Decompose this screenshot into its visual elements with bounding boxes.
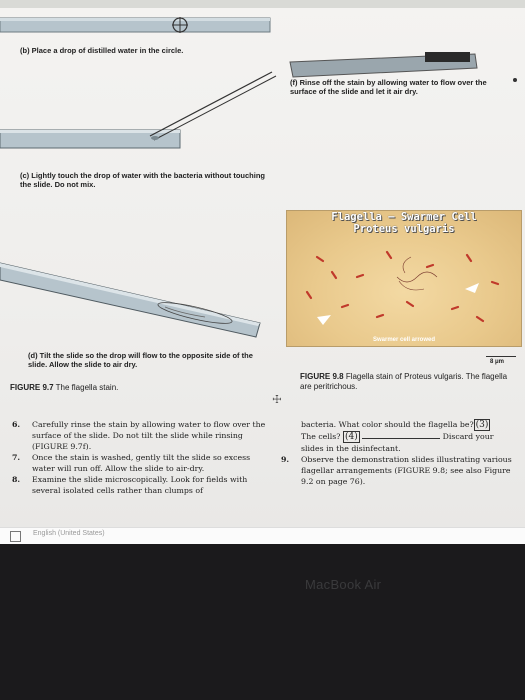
bacteria-cells	[287, 237, 521, 332]
figure-9-8-title: Flagella stain of Proteus vulgaris. The flagella are peritrichous.	[300, 372, 508, 391]
laptop-brand-label: MacBook Air	[305, 577, 382, 592]
answer-box-4: (4)	[344, 432, 358, 442]
language-indicator[interactable]: English (United States)	[33, 530, 105, 537]
figure-9-7-label: FIGURE 9.7	[10, 383, 54, 392]
answer-box-3: (3)	[475, 420, 489, 430]
photo-title-1: Flagella – Swarmer Cell	[331, 211, 477, 223]
micrograph-photo	[286, 210, 522, 347]
step-8-number: 8.	[12, 475, 21, 484]
scale-bar	[486, 356, 516, 357]
step-6-text: Carefully rinse the stain by allowing water to flow over the surface of the slide. Do not tilt the slide while rinsing (FIGURE 9.7f).	[32, 420, 266, 451]
step-7-text: Once the stain is washed, gently tilt the slide so excess water will run off. Allow the slide to air-dry.	[32, 453, 251, 473]
steps-left-column	[12, 419, 267, 496]
top-strip	[0, 0, 525, 8]
figure-9-7-title: The flagella stain.	[55, 383, 119, 392]
question-4-line	[281, 431, 525, 443]
caption-d: (d) Tilt the slide so the drop will flow to the opposite side of the slide. Allow the slide to air dry.	[28, 351, 253, 369]
step-6-number: 6.	[12, 420, 21, 429]
question-3-line	[281, 419, 525, 431]
caption-f: (f) Rinse off the stain by allowing water to flow over the surface of the slide and let it air dry.	[290, 78, 487, 96]
slide-illustration-d	[0, 255, 290, 345]
figure-9-7-caption	[10, 383, 118, 393]
question-4-text: The cells?	[301, 432, 341, 441]
scale-label: 8 μm	[490, 359, 505, 365]
figure-9-8-label: FIGURE 9.8	[300, 372, 344, 381]
step-9-text: Observe the demonstration slides illustrating various flagellar arrangements (FIGURE 9.8; see also Figure 9.2 on page 76).	[301, 455, 512, 486]
question-3-text: bacteria. What color should the flagella be?	[301, 420, 474, 429]
step-8-text: Examine the slide microscopically. Look for fields with several isolated cells rather than clumps of	[32, 475, 248, 495]
slide-illustration-c	[0, 70, 300, 170]
answer-line-4	[362, 438, 440, 439]
discard-text: Discard your	[442, 432, 494, 441]
step-6	[12, 419, 267, 452]
step-7	[12, 452, 267, 474]
disinfectant-line: slides in the disinfectant.	[301, 444, 401, 453]
figure-9-8-caption	[300, 372, 520, 391]
caption-b: (b) Place a drop of distilled water in the circle.	[20, 46, 184, 55]
step-9	[281, 454, 525, 487]
step-9-number: 9.	[281, 455, 290, 464]
photo-footer: Swarmer cell arrowed	[372, 337, 436, 343]
proofing-icon[interactable]	[10, 531, 21, 542]
step-8	[12, 474, 267, 496]
step-7-number: 7.	[12, 453, 21, 462]
slide-illustration-b	[0, 8, 330, 48]
status-bar	[0, 527, 525, 544]
steps-right-column	[281, 419, 525, 487]
cursor-icon: ☩	[272, 394, 282, 406]
photo-title-2: Proteus vulgaris	[353, 223, 455, 235]
caption-c: (c) Lightly touch the drop of water with the bacteria without touching the slide. Do not mix.	[20, 171, 265, 189]
